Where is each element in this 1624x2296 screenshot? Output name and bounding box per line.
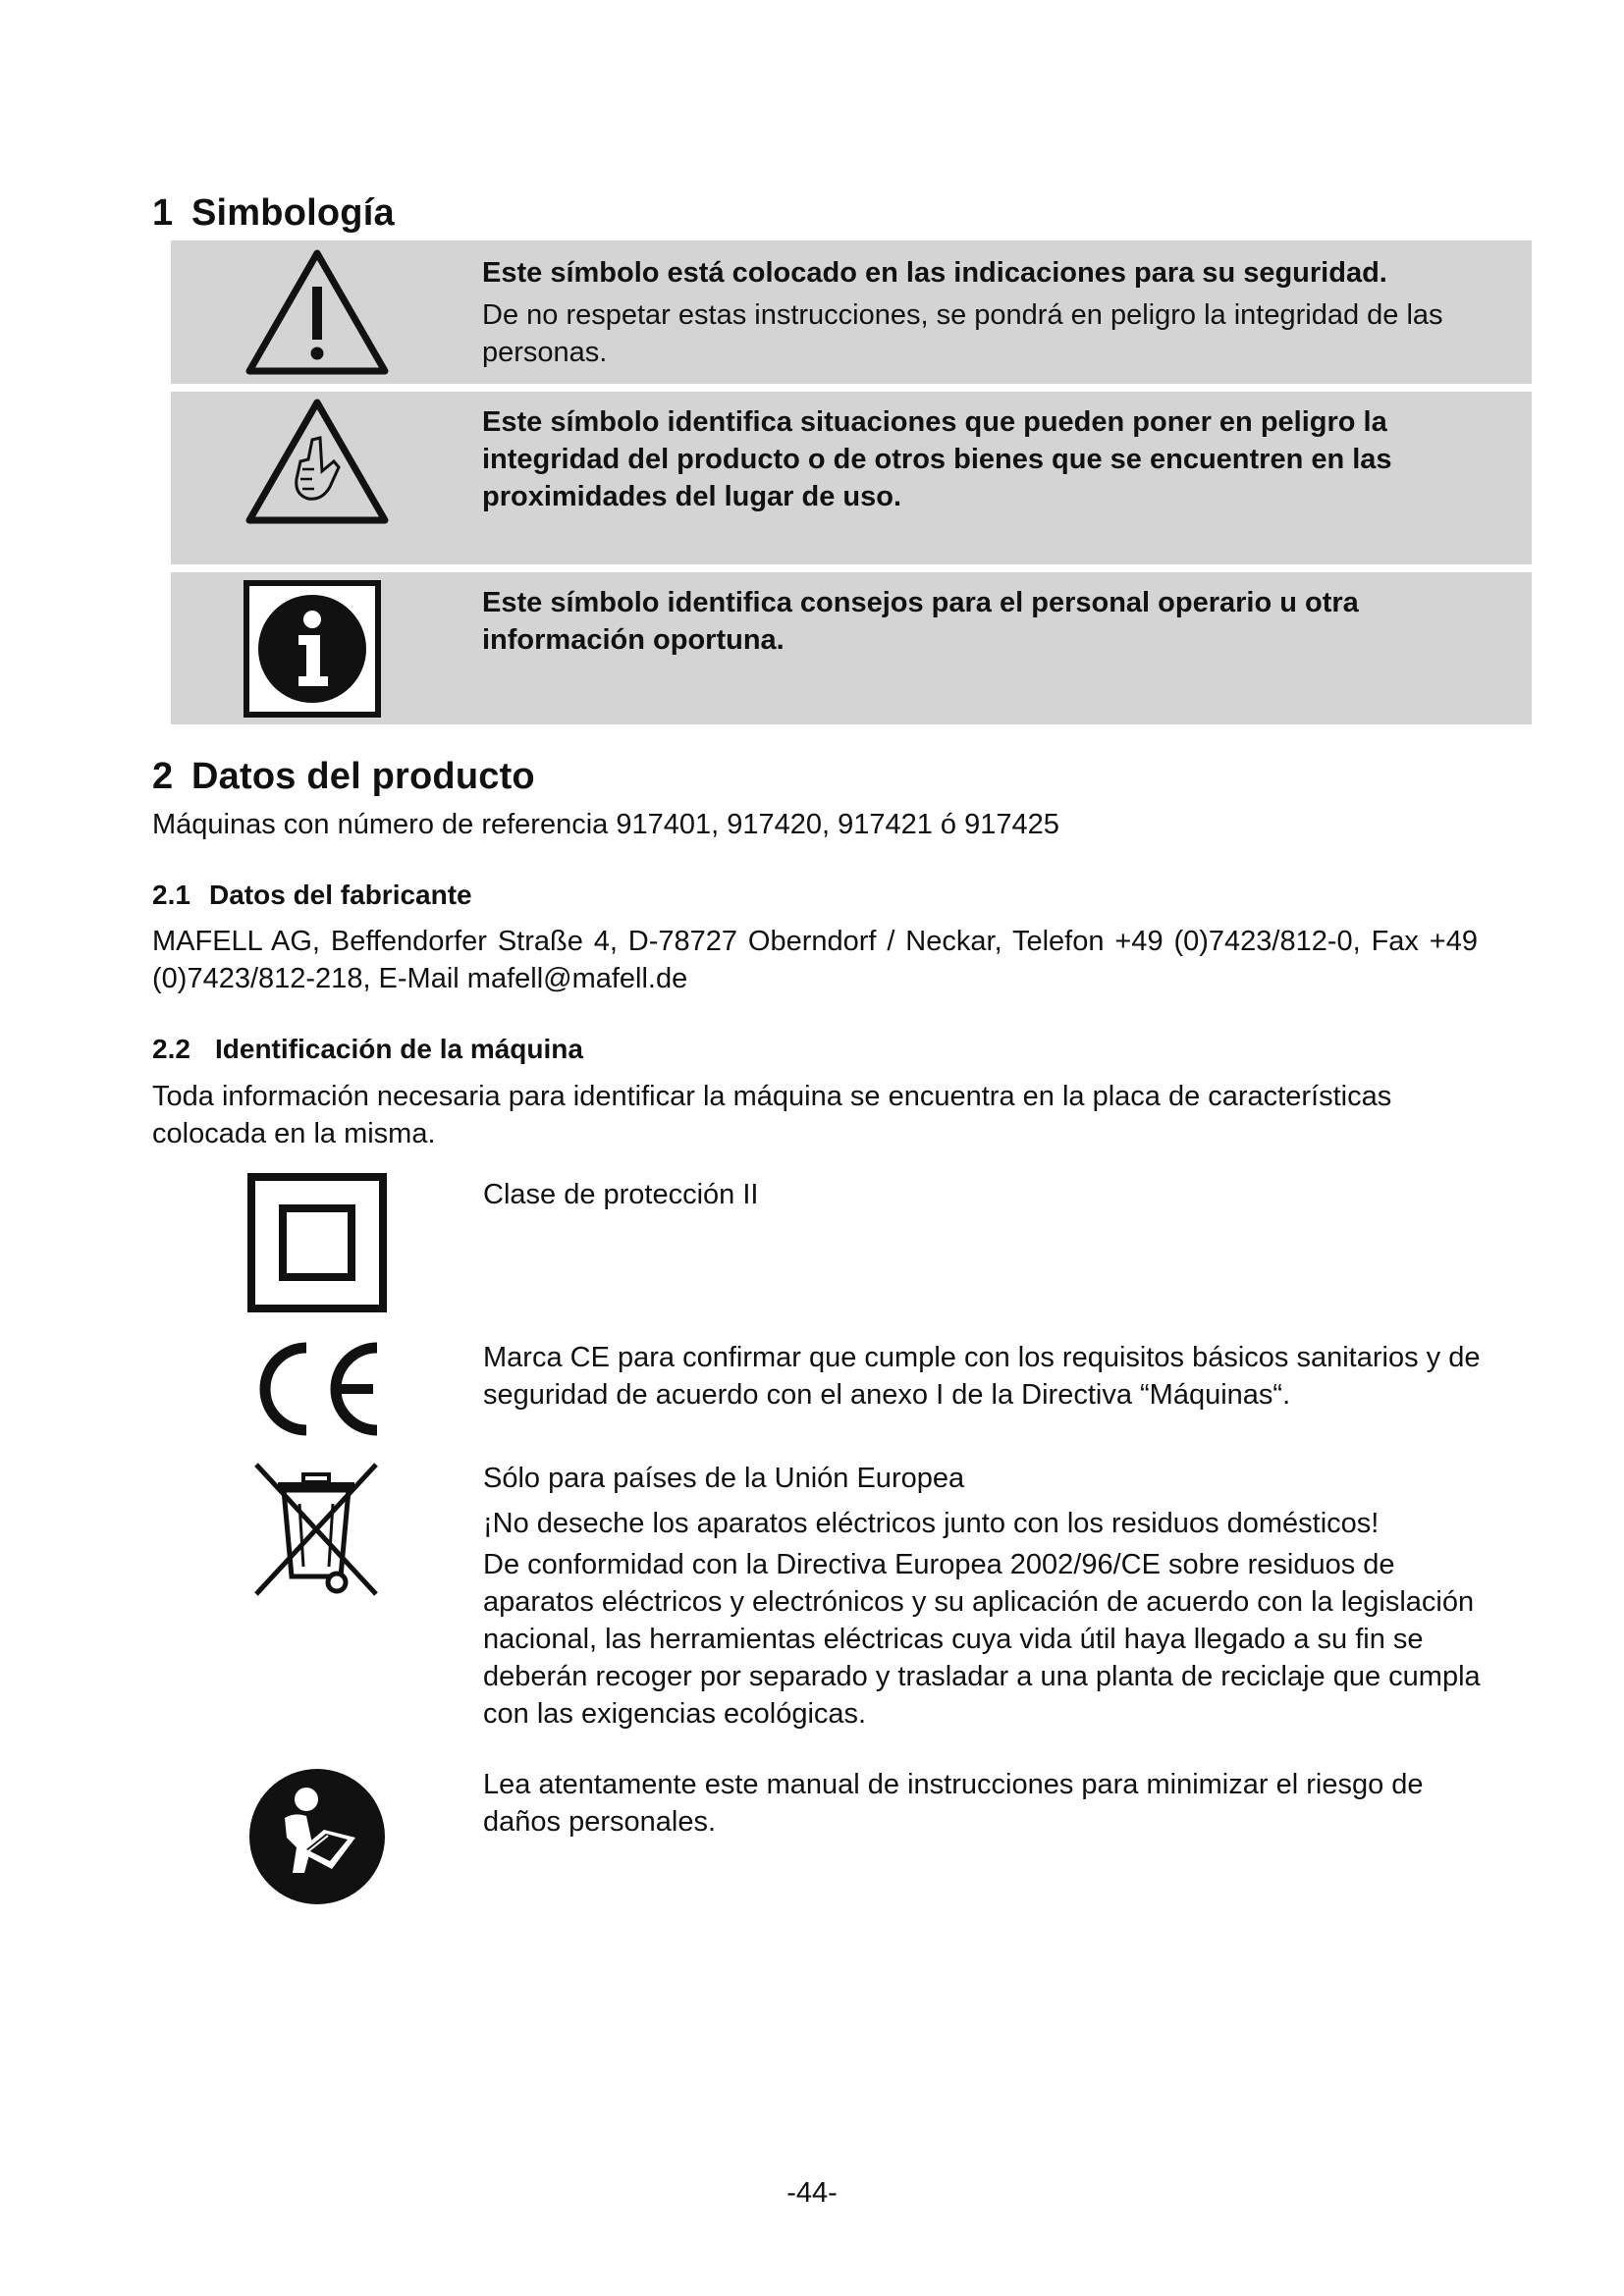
section-2-heading: [152, 756, 535, 798]
ce-mark-text: [483, 1339, 1494, 1414]
read-manual-icon: [247, 1767, 387, 1906]
weee-text: [483, 1460, 1494, 1733]
caution-hand-icon: [244, 397, 391, 528]
symbol-bold-text: Este símbolo identifica situaciones que pueden poner en peligro la integridad del producto o de otros bienes que se encuentren en las proximidades del lugar de uso.: [482, 406, 1392, 512]
info-icon: [244, 580, 381, 718]
machine-identification-text: Toda información necesaria para identificar la máquina se encuentra en la placa de características colocada en la misma.: [152, 1081, 1392, 1149]
crossed-bin-icon: [252, 1461, 380, 1598]
symbol-bold-text: Este símbolo identifica consejos para el personal operario u otra información oportuna.: [482, 587, 1359, 656]
subsection-title: Identificación de la máquina: [215, 1034, 583, 1064]
protection-class-ii-icon: [247, 1173, 387, 1312]
id-line: De conformidad con la Directiva Europea 2002/96/CE sobre residuos de aparatos eléctricos y electrónicos y su aplicación de acuerdo con la legislación nacional, las herramientas eléctricas cuya vida útil haya llegado a su fin se deberán recoger por separado y trasladar a una planta de reciclaje que cumpla con las exigencias ecológicas.: [483, 1549, 1481, 1730]
id-line: Sólo para países de la Unión Europea: [483, 1463, 965, 1494]
subsection-number: 2.2: [152, 1034, 190, 1064]
subsection-number: 2.1: [152, 880, 190, 910]
id-line: ¡No deseche los aparatos eléctricos junto con los residuos domésticos!: [483, 1508, 1380, 1539]
symbol-row-caution: [171, 392, 1532, 564]
symbol-row-warning: [171, 240, 1532, 384]
subsection-title: Datos del fabricante: [209, 880, 472, 910]
symbol-row-info: [171, 572, 1532, 724]
read-manual-text: [483, 1766, 1494, 1841]
section-number: 1: [152, 192, 174, 234]
product-intro: Máquinas con número de referencia 917401, 917420, 917421 ó 917425: [152, 809, 1059, 840]
section-number: 2: [152, 756, 174, 797]
section-title: Simbología: [191, 192, 395, 234]
ce-mark-icon: [245, 1338, 387, 1440]
symbol-bold-text: Este símbolo está colocado en las indicaciones para su seguridad.: [482, 257, 1387, 289]
section-title: Datos del producto: [191, 756, 535, 797]
id-line: Marca CE para confirmar que cumple con los requisitos básicos sanitarios y de seguridad de acuerdo con el anexo I de la Directiva “Máquinas“.: [483, 1342, 1481, 1411]
subsection-2-2-heading: [152, 1034, 583, 1065]
id-line: Lea atentamente este manual de instrucciones para minimizar el riesgo de daños personales.: [483, 1769, 1424, 1838]
protection-class-text: [483, 1176, 1494, 1213]
page-number: -44-: [786, 2177, 838, 2209]
section-1-heading: [152, 192, 395, 235]
id-line: Clase de protección II: [483, 1179, 759, 1210]
subsection-2-1-heading: [152, 880, 472, 911]
manufacturer-info: MAFELL AG, Beffendorfer Straße 4, D-78727 Oberndorf / Neckar, Telefon +49 (0)7423/812-0, Fax +49 (0)7423/812-218, E-Mail mafell@mafell.de: [152, 926, 1478, 994]
symbol-description: De no respetar estas instrucciones, se pondrá en peligro la integridad de las personas.: [482, 299, 1443, 368]
warning-triangle-icon: [244, 247, 391, 379]
